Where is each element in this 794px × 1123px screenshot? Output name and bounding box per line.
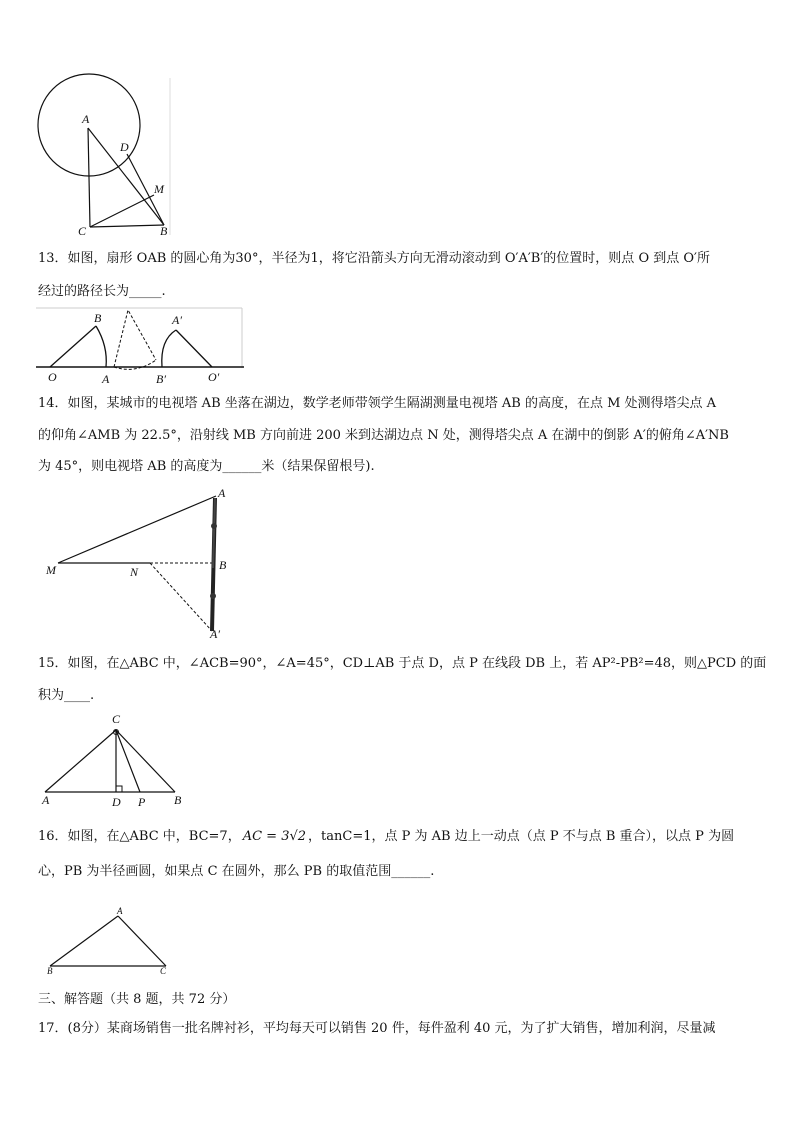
fig13-label-O-prime: O′ (208, 370, 220, 384)
fig14-label-N: N (130, 565, 139, 579)
fig12-label-A: A (82, 112, 90, 126)
fig14-label-B: B (219, 558, 227, 572)
question-16-text-line-2: 心，PB 为半径画圆，如果点 C 在圆外，那么 PB 的取值范围______. (38, 864, 435, 879)
question-14-text-line-3: 为 45°，则电视塔 AB 的高度为______米（结果保留根号). (38, 459, 375, 474)
fig12-label-D: D (120, 140, 129, 154)
fig13-label-A-prime: A′ (172, 313, 182, 327)
fig16-label-B: B (47, 966, 53, 976)
figure-12-diagram (36, 70, 176, 240)
question-15-text-line-1: 15．如图，在△ABC 中，∠ACB=90°，∠A=45°，CD⊥AB 于点 D，点 P 在线段 DB 上，若 AP²-PB²=48，则△PCD 的面 (38, 656, 767, 671)
question-15-text-line-2: 积为____. (38, 688, 95, 703)
fig16-label-C: C (160, 966, 167, 976)
fig15-label-B: B (174, 793, 182, 807)
question-14-text-line-2: 的仰角∠AMB 为 22.5°，沿射线 MB 方向前进 200 米到达湖边点 N 处，测得塔尖点 A 在湖中的倒影 A′的俯角∠A′NB (38, 428, 729, 443)
q16-formula: AC = 3√2 (242, 829, 307, 844)
fig13-label-B: B (94, 311, 102, 325)
fig12-label-M: M (154, 182, 164, 196)
fig15-label-C: C (112, 712, 121, 726)
question-14-text-line-1: 14．如图，某城市的电视塔 AB 坐落在湖边，数学老师带领学生隔湖测量电视塔 AB 的高度，在点 M 处测得塔尖点 A (38, 396, 717, 411)
fig16-label-A: A (117, 906, 123, 916)
q16-text-a: 16．如图，在△ABC 中，BC=7， (38, 829, 241, 844)
fig15-label-A: A (42, 793, 50, 807)
figure-14-diagram (58, 488, 258, 638)
fig14-label-A-prime: A′ (210, 627, 220, 641)
fig13-label-B-prime: B′ (156, 372, 166, 386)
fig12-label-B: B (160, 224, 168, 238)
section-3-heading: 三、解答题（共 8 题，共 72 分） (38, 992, 236, 1007)
fig12-label-C: C (78, 224, 87, 238)
figure-16-diagram (46, 910, 176, 975)
fig14-label-A: A (218, 486, 226, 500)
fig13-label-O: O (48, 370, 57, 384)
figure-15-diagram (40, 722, 190, 802)
q16-text-b: ，tanC=1，点 P 为 AB 边上一动点（点 P 不与点 B 重合），以点 P 为圆 (308, 829, 735, 844)
fig15-label-P: P (138, 795, 146, 809)
fig14-label-M: M (46, 563, 56, 577)
question-16-text-line-1 (38, 827, 760, 847)
question-13-text-line-1: 13．如图，扇形 OAB 的圆心角为30°，半径为1，将它沿箭头方向无滑动滚动到 O′A′B′的位置时，则点 O 到点 O′所 (38, 251, 710, 266)
question-13-text-line-2: 经过的路径长为_____. (38, 284, 166, 299)
fig13-label-A: A (102, 372, 110, 386)
question-17-text-line-1: 17．(8分）某商场销售一批名牌衬衫，平均每天可以销售 20 件，每件盈利 40 元，为了扩大销售，增加利润，尽量减 (38, 1021, 716, 1036)
fig15-label-D: D (112, 795, 121, 809)
